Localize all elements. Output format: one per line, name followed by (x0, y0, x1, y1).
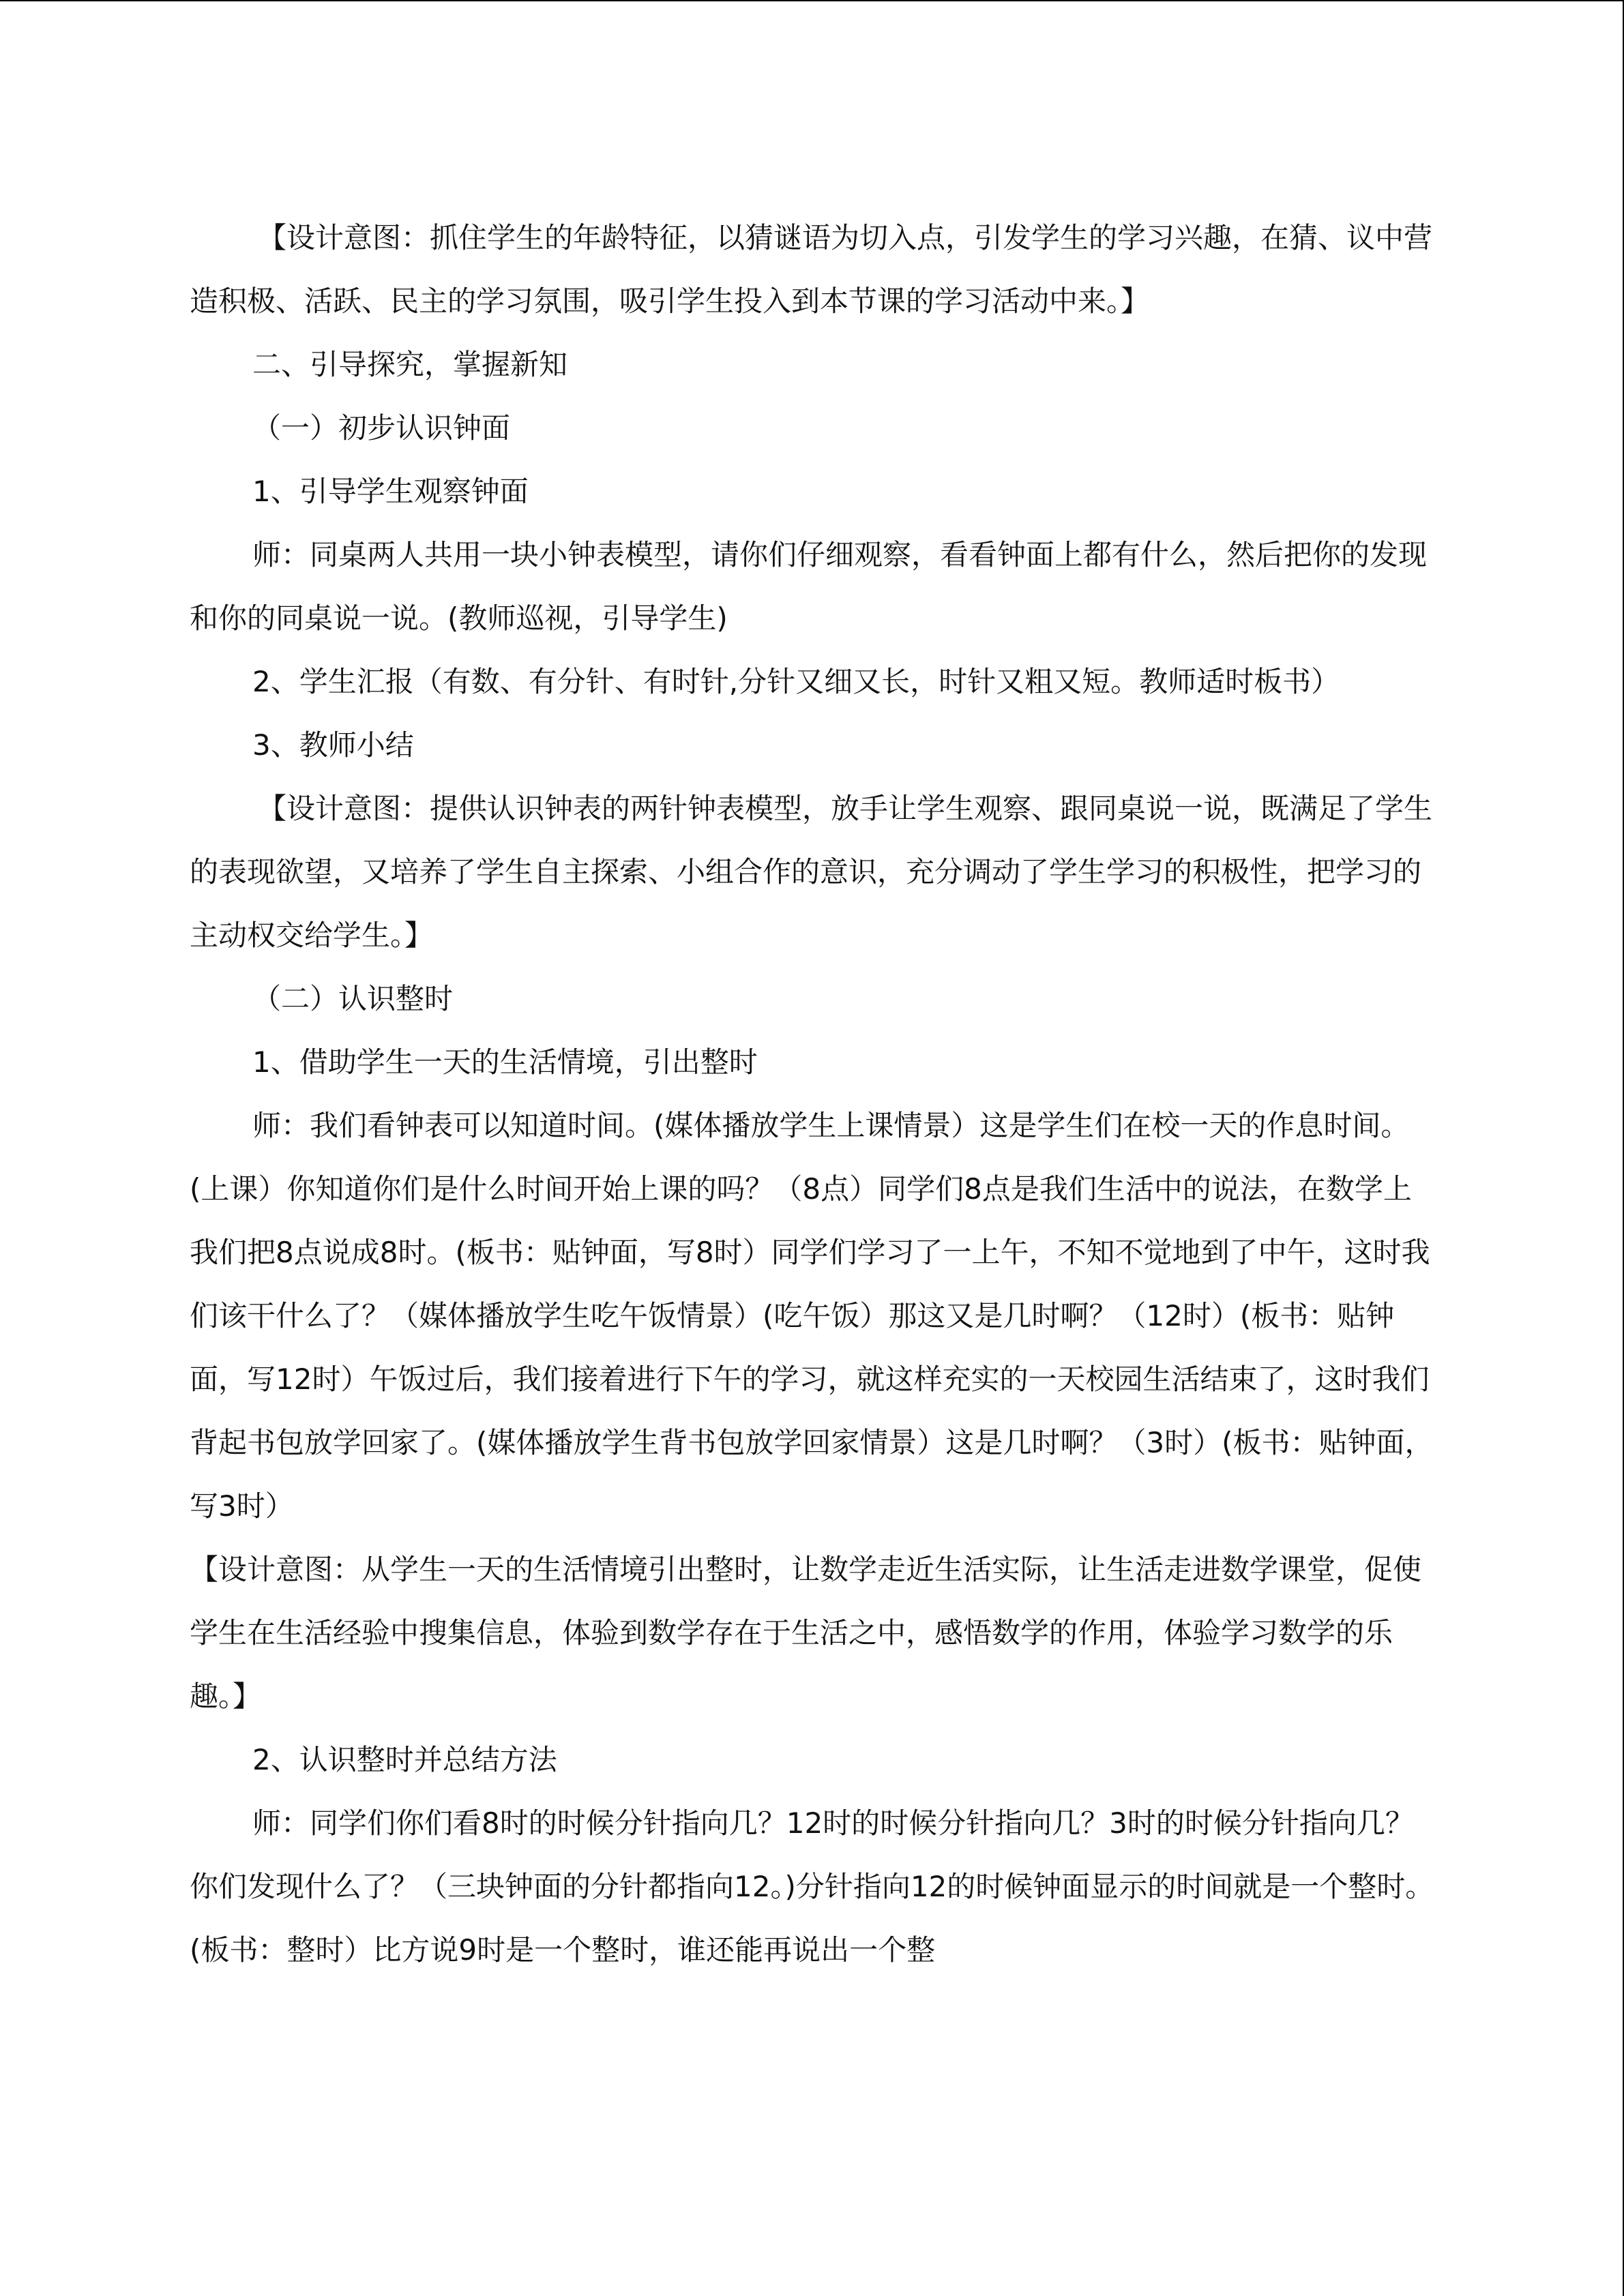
subsection-heading: （一）初步认识钟面 (252, 411, 511, 445)
design-intent-note: 【设计意图：抓住学生的年龄特征，以猜谜语为切入点，引发学生的学习兴趣，在猜、议中营造积极、活跃、民主的学习氛围，吸引学生投入到本节课的学习活动中来。】 (190, 221, 1433, 318)
step-heading: 1、借助学生一天的生活情境，引出整时 (252, 1045, 758, 1079)
document-body (190, 206, 1438, 1982)
teacher-dialogue: 师：同桌两人共用一块小钟表模型，请你们仔细观察，看看钟面上都有什么，然后把你的发现和你的同桌说一说。(教师巡视，引导学生) (190, 538, 1428, 635)
subsection-heading: （二）认识整时 (252, 982, 454, 1015)
teacher-dialogue: 师：同学们你们看8时的时候分针指向几？12时的时候分针指向几？3时的时候分针指向几？你们发现什么了？（三块钟面的分针都指向12。)分针指向12的时候钟面显示的时间就是一个整时。(板书：整时）比方说9时是一个整时，谁还能再说出一个整 (190, 1806, 1434, 1967)
teacher-dialogue: 师：我们看钟表可以知道时间。(媒体播放学生上课情景）这是学生们在校一天的作息时间。(上课）你知道你们是什么时间开始上课的吗？（8点）同学们8点是我们生活中的说法，在数学上我们把8点说成8时。(板书：贴钟面，写8时）同学们学习了一上午，不知不觉地到了中午，这时我们该干什么了？（媒体播放学生吃午饭情景）(吃午饭）那这又是几时啊？（12时）(板书：贴钟面，写12时）午饭过后，我们接着进行下午的学习，就这样充实的一天校园生活结束了，这时我们背起书包放学回家了。(媒体播放学生背书包放学回家情景）这是几时啊？（3时）(板书：贴钟面，写3时） (190, 1109, 1434, 1523)
step-heading: 2、学生汇报（有数、有分针、有时针,分针又细又长，时针又粗又短。教师适时板书） (252, 665, 1340, 698)
step-heading: 3、教师小结 (252, 728, 414, 762)
design-intent-note: 【设计意图：从学生一天的生活情境引出整时，让数学走近生活实际，让生活走进数学课堂，促使学生在生活经验中搜集信息，体验到数学存在于生活之中，感悟数学的作用，体验学习数学的乐趣。】 (190, 1553, 1422, 1713)
section-heading: 二、引导探究，掌握新知 (252, 348, 568, 381)
design-intent-note: 【设计意图：提供认识钟表的两针钟表模型，放手让学生观察、跟同桌说一说，既满足了学生的表现欲望，又培养了学生自主探索、小组合作的意识，充分调动了学生学习的积极性，把学习的主动权交给学生。】 (190, 792, 1433, 952)
step-heading: 1、引导学生观察钟面 (252, 475, 529, 508)
step-heading: 2、认识整时并总结方法 (252, 1743, 557, 1776)
